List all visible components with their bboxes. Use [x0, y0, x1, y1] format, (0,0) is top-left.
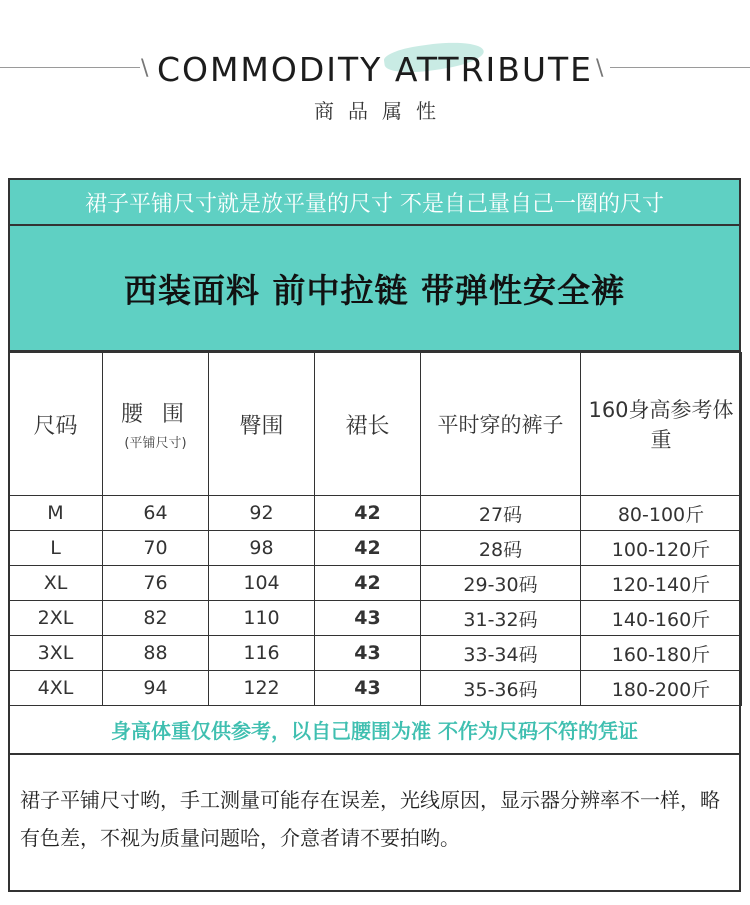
cell-hip: 116 [209, 636, 315, 671]
title-zh: 商品属性 [314, 99, 450, 123]
cell-waist: 70 [103, 531, 209, 566]
cell-hip: 104 [209, 566, 315, 601]
cell-length: 42 [315, 531, 421, 566]
table-header-row [9, 353, 742, 496]
cell-weight: 120-140斤 [581, 566, 742, 601]
cell-size: XL [9, 566, 103, 601]
cell-size: 3XL [9, 636, 103, 671]
cell-weight: 180-200斤 [581, 671, 742, 706]
cell-pants: 31-32码 [421, 601, 581, 636]
cell-size: 2XL [9, 601, 103, 636]
cell-length: 42 [315, 566, 421, 601]
cell-size: L [9, 531, 103, 566]
cell-hip: 92 [209, 496, 315, 531]
cell-weight: 160-180斤 [581, 636, 742, 671]
cell-waist: 94 [103, 671, 209, 706]
cell-length: 43 [315, 671, 421, 706]
table-row [9, 636, 742, 671]
table-row [9, 531, 742, 566]
cell-pants: 35-36码 [421, 671, 581, 706]
cell-waist: 88 [103, 636, 209, 671]
slash-decoration-right: \ [596, 56, 604, 81]
header-cell: 尺码 [9, 353, 103, 496]
cell-size: 4XL [9, 671, 103, 706]
disclaimer-note: 裙子平铺尺寸哟，手工测量可能存在误差，光线原因，显示器分辨率不一样，略有色差，不视为质量问题哈，介意者请不要拍哟。 [8, 755, 741, 892]
cell-weight: 80-100斤 [581, 496, 742, 531]
cell-pants: 27码 [421, 496, 581, 531]
cell-hip: 110 [209, 601, 315, 636]
cell-length: 43 [315, 601, 421, 636]
header-cell: 腰 围 (平铺尺寸) [103, 353, 209, 496]
table-row [9, 566, 742, 601]
cell-length: 42 [315, 496, 421, 531]
cell-waist: 82 [103, 601, 209, 636]
cell-weight: 100-120斤 [581, 531, 742, 566]
cell-waist: 64 [103, 496, 209, 531]
cell-pants: 28码 [421, 531, 581, 566]
cell-pants: 29-30码 [421, 566, 581, 601]
header-cell: 160身高参考体重 [581, 353, 742, 496]
header-cell: 裙长 [315, 353, 421, 496]
header-cell: 臀围 [209, 353, 315, 496]
cell-waist: 76 [103, 566, 209, 601]
banner-measurement-note: 裙子平铺尺寸就是放平量的尺寸 不是自己量自己一圈的尺寸 [8, 178, 741, 226]
reference-note: 身高体重仅供参考，以自己腰围为准 不作为尺码不符的凭证 [8, 705, 741, 755]
table-row [9, 601, 742, 636]
header-cell: 平时穿的裤子 [421, 353, 581, 496]
banner-features: 西装面料 前中拉链 带弹性安全裤 [8, 226, 741, 352]
cell-pants: 33-34码 [421, 636, 581, 671]
cell-hip: 122 [209, 671, 315, 706]
table-row [9, 671, 742, 706]
table-row [9, 496, 742, 531]
cell-size: M [9, 496, 103, 531]
cell-length: 43 [315, 636, 421, 671]
header [0, 0, 750, 150]
cell-hip: 98 [209, 531, 315, 566]
title-en: COMMODITY ATTRIBUTE [156, 50, 594, 89]
header-sub: (平铺尺寸) [124, 436, 187, 451]
slash-decoration-left: \ [141, 56, 149, 81]
size-table [8, 352, 742, 706]
cell-weight: 140-160斤 [581, 601, 742, 636]
